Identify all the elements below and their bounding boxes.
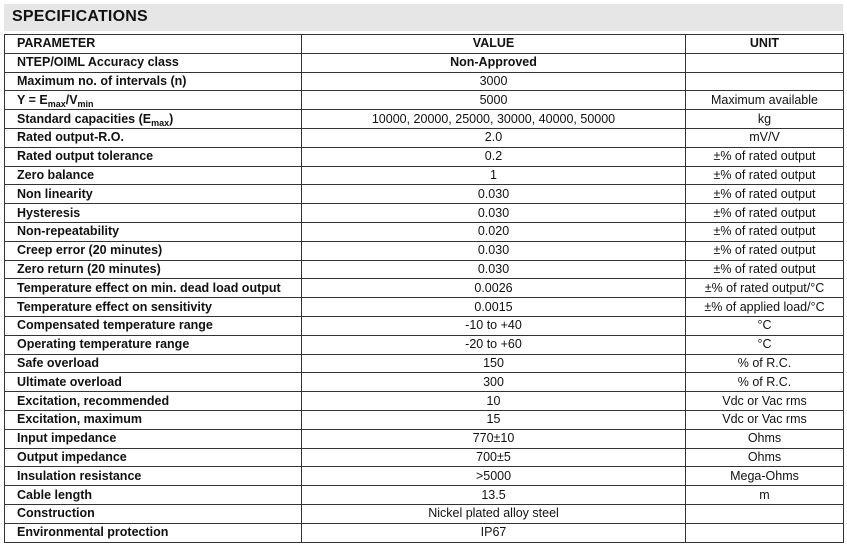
table-row <box>5 467 844 486</box>
parameter-cell: Non linearity <box>5 185 302 204</box>
section-title: SPECIFICATIONS <box>12 8 148 25</box>
parameter-cell: Zero return (20 minutes) <box>5 260 302 279</box>
parameter-cell: Excitation, maximum <box>5 410 302 429</box>
value-cell: 700±5 <box>302 448 686 467</box>
value-cell: 0.0015 <box>302 298 686 317</box>
unit-cell: °C <box>686 316 844 335</box>
value-cell: >5000 <box>302 467 686 486</box>
parameter-cell: Environmental protection <box>5 523 302 542</box>
parameter-cell: Cable length <box>5 486 302 505</box>
value-cell: 0.030 <box>302 204 686 223</box>
table-row <box>5 523 844 542</box>
unit-cell <box>686 53 844 72</box>
value-cell: 0.2 <box>302 147 686 166</box>
value-cell: 300 <box>302 373 686 392</box>
value-cell: 15 <box>302 410 686 429</box>
parameter-cell: Temperature effect on sensitivity <box>5 298 302 317</box>
parameter-cell: Construction <box>5 504 302 523</box>
table-row <box>5 316 844 335</box>
value-cell: 5000 <box>302 91 686 110</box>
table-row <box>5 185 844 204</box>
table-row <box>5 147 844 166</box>
unit-cell <box>686 504 844 523</box>
unit-cell: mV/V <box>686 128 844 147</box>
value-cell: 3000 <box>302 72 686 91</box>
unit-cell: ±% of rated output <box>686 260 844 279</box>
table-row <box>5 204 844 223</box>
parameter-cell: Standard capacities $(E_{max})$ <box>5 110 302 129</box>
table-row <box>5 448 844 467</box>
unit-cell: Vdc or Vac rms <box>686 410 844 429</box>
parameter-cell: Insulation resistance <box>5 467 302 486</box>
table-row <box>5 166 844 185</box>
table-row <box>5 392 844 411</box>
specifications-table <box>4 34 844 543</box>
table-row <box>5 110 844 129</box>
table-body <box>5 53 844 542</box>
unit-cell: m <box>686 486 844 505</box>
unit-cell: °C <box>686 335 844 354</box>
unit-cell: Ohms <box>686 429 844 448</box>
value-cell: 1 <box>302 166 686 185</box>
table-row <box>5 53 844 72</box>
parameter-cell: Rated output tolerance <box>5 147 302 166</box>
unit-cell: ±% of rated output <box>686 147 844 166</box>
unit-cell: ±% of rated output <box>686 185 844 204</box>
value-cell: 0.030 <box>302 185 686 204</box>
parameter-cell: NTEP/OIML Accuracy class <box>5 53 302 72</box>
parameter-cell: Compensated temperature range <box>5 316 302 335</box>
unit-cell: ±% of rated output <box>686 204 844 223</box>
parameter-cell: Operating temperature range <box>5 335 302 354</box>
parameter-cell: Excitation, recommended <box>5 392 302 411</box>
unit-cell <box>686 72 844 91</box>
table-row <box>5 222 844 241</box>
table-row <box>5 335 844 354</box>
value-cell: -10 to +40 <box>302 316 686 335</box>
table-row <box>5 298 844 317</box>
table-row <box>5 279 844 298</box>
unit-cell: Maximum available <box>686 91 844 110</box>
parameter-cell: Output impedance <box>5 448 302 467</box>
value-cell: Nickel plated alloy steel <box>302 504 686 523</box>
value-cell: Non-Approved <box>302 53 686 72</box>
value-cell: 13.5 <box>302 486 686 505</box>
table-row <box>5 91 844 110</box>
table-row <box>5 410 844 429</box>
unit-cell: ±% of rated output <box>686 241 844 260</box>
parameter-cell: Ultimate overload <box>5 373 302 392</box>
parameter-cell: Input impedance <box>5 429 302 448</box>
unit-cell: Mega-Ohms <box>686 467 844 486</box>
unit-cell: ±% of rated output <box>686 222 844 241</box>
value-cell: -20 to +60 <box>302 335 686 354</box>
unit-cell: % of R.C. <box>686 354 844 373</box>
parameter-cell: Hysteresis <box>5 204 302 223</box>
value-cell: 10 <box>302 392 686 411</box>
table-row <box>5 260 844 279</box>
unit-cell: % of R.C. <box>686 373 844 392</box>
value-cell: 770±10 <box>302 429 686 448</box>
unit-cell: Vdc or Vac rms <box>686 392 844 411</box>
unit-cell <box>686 523 844 542</box>
parameter-cell: Non-repeatability <box>5 222 302 241</box>
parameter-cell: Creep error (20 minutes) <box>5 241 302 260</box>
value-cell: 2.0 <box>302 128 686 147</box>
parameter-cell: Temperature effect on min. dead load output <box>5 279 302 298</box>
parameter-cell: Rated output-R.O. <box>5 128 302 147</box>
parameter-cell: Maximum no. of intervals (n) <box>5 72 302 91</box>
column-header-parameter: PARAMETER <box>5 35 302 54</box>
parameter-cell: $Y = E_{max}/V_{min}$ <box>5 91 302 110</box>
table-row <box>5 72 844 91</box>
parameter-cell: Zero balance <box>5 166 302 185</box>
value-cell: 150 <box>302 354 686 373</box>
table-row <box>5 241 844 260</box>
column-header-value: VALUE <box>302 35 686 54</box>
table-header-row <box>5 35 844 54</box>
unit-cell: Ohms <box>686 448 844 467</box>
value-cell: 0.020 <box>302 222 686 241</box>
parameter-cell: Safe overload <box>5 354 302 373</box>
unit-cell: kg <box>686 110 844 129</box>
unit-cell: ±% of rated output/°C <box>686 279 844 298</box>
value-cell: 0.030 <box>302 241 686 260</box>
table-row <box>5 429 844 448</box>
table-row <box>5 486 844 505</box>
table-row <box>5 128 844 147</box>
table-row <box>5 354 844 373</box>
value-cell: 10000, 20000, 25000, 30000, 40000, 50000 <box>302 110 686 129</box>
unit-cell: ±% of rated output <box>686 166 844 185</box>
unit-cell: ±% of applied load/°C <box>686 298 844 317</box>
section-header <box>4 4 843 31</box>
value-cell: 0.0026 <box>302 279 686 298</box>
table-row <box>5 504 844 523</box>
value-cell: IP67 <box>302 523 686 542</box>
table-row <box>5 373 844 392</box>
value-cell: 0.030 <box>302 260 686 279</box>
column-header-unit: UNIT <box>686 35 844 54</box>
